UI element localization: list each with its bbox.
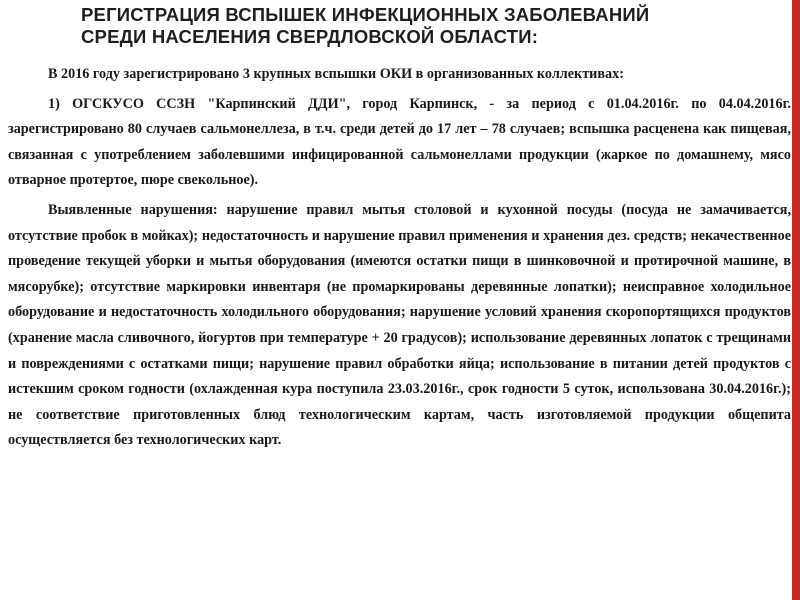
slide-title-line-1: РЕГИСТРАЦИЯ ВСПЫШЕК ИНФЕКЦИОННЫХ ЗАБОЛЕВАНИЙ <box>81 4 650 25</box>
paragraph-violations: Выявленные нарушения: нарушение правил мытья столовой и кухонной посуды (посуда не замачивается, отсутствие пробок в мойках); недостаточность и нарушение правил применения и хранения дез. средств; некачественное проведение текущей уборки и мытья оборудования (имеются остатки пищи в шинковочной и протирочной машине, в мясорубке); отсутствие маркировки инвентаря (не промаркированы деревянные лопатки); неисправное холодильное оборудование и недостаточность холодильного оборудования; нарушение условий хранения скоропортящихся продуктов (хранение масла сливочного, йогуртов при температуре + 20 градусов); использование деревянных лопаток с трещинами и повреждениями с остатками пищи; нарушение правил обработки яйца; использование в питании детей продуктов с истекшим сроком годности (охлажденная кура поступила 23.03.2016г., срок годности 5 суток, использована 30.04.2016г.); не соответствие приготовленных блюд технологическим картам, часть изготовляемой продукции общепита осуществляется без технологических карт. <box>8 201 791 449</box>
accent-bar <box>792 0 800 600</box>
paragraph-intro: В 2016 году зарегистрировано 3 крупных вспышки ОКИ в организованных коллективах: <box>48 66 624 82</box>
paragraph-outbreak-karpinsk: 1) ОГСКУСО ССЗН "Карпинский ДДИ", город Карпинск, - за период с 01.04.2016г. по 04.04.2016г. зарегистрировано 80 случаев сальмонеллеза, в т.ч. среди детей до 17 лет – 78 случаев; вспышка расценена как пищевая, связанная с употреблением заболевшими инфицированной сальмонеллами продукции (жаркое по домашнему, мясо отварное протертое, пюре свекольное). <box>8 95 791 189</box>
slide-body-text <box>8 62 791 454</box>
slide-title-line-2: СРЕДИ НАСЕЛЕНИЯ СВЕРДЛОВСКОЙ ОБЛАСТИ: <box>81 26 539 47</box>
slide-title <box>81 4 771 48</box>
